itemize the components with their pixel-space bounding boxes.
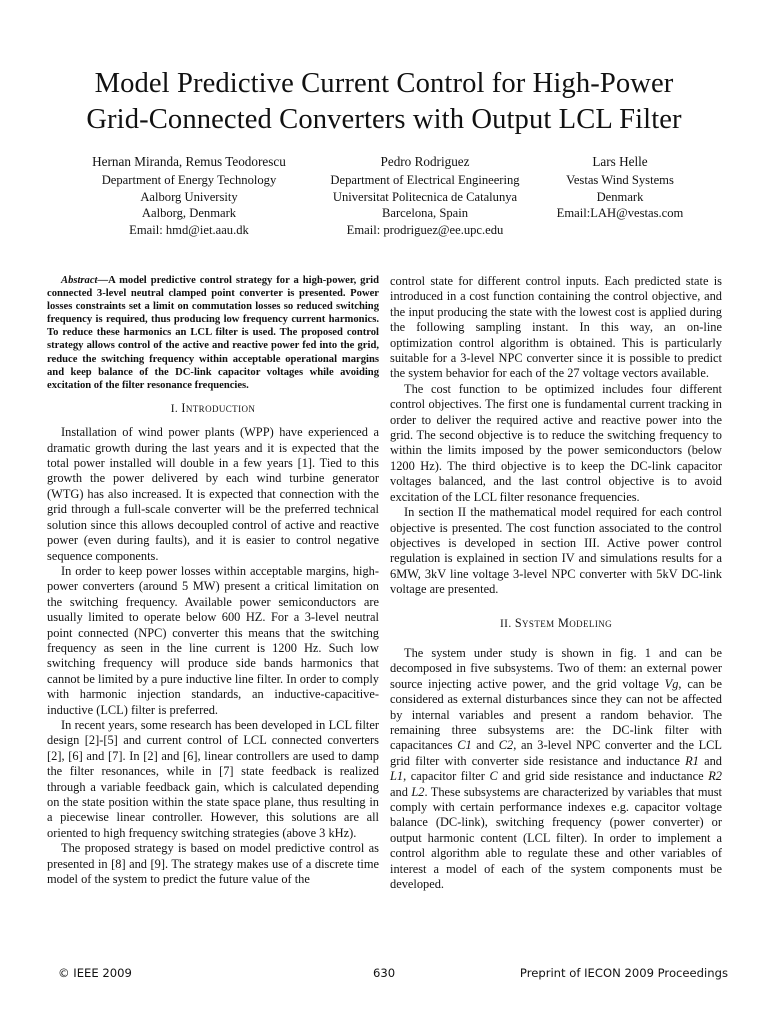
author-email: Email:LAH@vestas.com (556, 206, 684, 221)
author-affiliation: Aalborg University (140, 189, 238, 204)
author-affiliation: Department of Electrical Engineering (330, 173, 520, 188)
abstract-label: Abstract (61, 275, 98, 286)
section-title: System Modeling (514, 615, 613, 630)
author-email: Email: prodriguez@ee.upc.edu (346, 222, 504, 237)
title-line-1: Model Predictive Current Control for High-Power (94, 68, 674, 99)
math-c2: C2 (498, 738, 514, 753)
author-name: Pedro Rodriguez (380, 154, 470, 169)
right-column (390, 274, 722, 892)
venue-notice: Preprint of IECON 2009 Proceedings (519, 966, 728, 980)
section-heading-system-modeling (390, 616, 722, 632)
math-c: C (489, 769, 498, 784)
intro-paragraph-4-continued: control state for different control inputs. Each predicted state is introduced in a cost function containing the control objective, and the input producing the state with the lowest cost is applied during the following sampling instant. In this way, an on-line optimization control algorithm is obtained. This is particularly suitable for a 3-level NPC converter since it is possible to predict the system behavior for each of the 27 voltage vectors available. (390, 274, 722, 381)
author-location: Barcelona, Spain (381, 206, 469, 221)
author-2 (300, 154, 550, 238)
title-line-2: Grid-Connected Converters with Output LCL Filter (86, 104, 682, 135)
intro-paragraph-4: The proposed strategy is based on model predictive control as presented in [8] and [9]. The strategy makes use of a discrete time model of the system to predict the future value of the (47, 841, 379, 887)
author-1 (60, 154, 318, 238)
section-heading-introduction (47, 401, 379, 417)
author-affiliation: Department of Energy Technology (101, 173, 277, 188)
system-paragraph-1: The system under study is shown in fig. 1 and can be decomposed in five subsystems. Two of them: an external power source injecting active power, and the grid voltage Vg, can be considered as external disturbances since they can not be affected by internal variables and present a random behavior. The remaining three subsystems are: the DC-link filter with capacitances C1 and C2, an 3-level NPC converter and the LCL grid filter with converter side resistance and inductance R1 and L1, capacitor filter C and grid side resistance and inductance R2 and L2. These subsystems are characterized by variables that must comply with certain performance indexes e.g. capacitor voltage balance (DC-link), switching frequency (power converter) or output harmonic content (LCL filter). In order to implement a control algorithm able to regulate these and other variables of interest a model of each of the system components must be developed. (390, 645, 722, 892)
abstract-text: —A model predictive control strategy for a high-power, grid connected 3-level neutral clamped point converter is presented. Power losses constraints set a limit on commutation losses so reduced switching frequency is required, thus producing low frequency current harmonics. To reduce these harmonics an LCL filter is used. The proposed control strategy allows control of the active and reactive power fed into the grid, reduce the switching frequency within acceptable operational margins and keep balance of the DC-link capacitor voltages while avoiding excitation of the filter resonance frequencies. (47, 275, 379, 391)
copyright-notice: © IEEE 2009 (58, 966, 132, 980)
author-name: Lars Helle (592, 154, 648, 169)
author-affiliation: Universitat Politecnica de Catalunya (332, 189, 518, 204)
author-name: Hernan Miranda, Remus Teodorescu (92, 154, 286, 169)
math-l1: L1 (390, 769, 404, 784)
math-l2: L2 (411, 784, 425, 799)
abstract (47, 274, 379, 392)
intro-paragraph-6: In section II the mathematical model required for each control objective is presented. The cost function associated to the control objectives is developed in section III. Active power control regulation is explained in section IV and simulations results for a 6MW, 3kV line voltage 3-level NPC converter with 5kV DC-link voltage are presented. (390, 505, 722, 597)
author-affiliation: Vestas Wind Systems (566, 173, 674, 188)
section-title: Introduction (181, 400, 256, 415)
math-vg: Vg (664, 676, 679, 691)
section-number: I. (170, 402, 179, 415)
left-column (47, 274, 379, 887)
math-r2: R2 (708, 769, 722, 784)
math-c1: C1 (457, 738, 472, 753)
intro-paragraph-1: Installation of wind power plants (WPP) have experienced a dramatic growth during the last years and it is expected that the total power installed will double in a few years [1]. Tied to this growth the power delivered by each wind turbine generator (WTG) has also increased. It is expected that connection with the grid through a full-scale converter will be the preferred technical solution since this allows decoupled control of active and reactive power (even during faults), and it is easier to control negative sequence components. (47, 425, 379, 563)
math-r1: R1 (685, 753, 699, 768)
author-location: Aalborg, Denmark (141, 206, 237, 221)
author-3 (530, 154, 710, 222)
author-email: Email: hmd@iet.aau.dk (129, 222, 249, 237)
paper-title (30, 66, 738, 138)
intro-paragraph-5: The cost function to be optimized includes four different control objectives. The first one is fundamental current tracking in order to deliver the required active and reactive power into the grid. The second objective is to reduce the switching frequency to within the limits imposed by the power semiconductors (below 1200 Hz). The third objective is to keep the DC-link capacitor voltages balanced, and the last control objective is to avoid excitation of the LCL filter resonance frequencies. (390, 381, 722, 504)
page-footer (58, 966, 728, 984)
page-number: 630 (373, 966, 396, 980)
section-number: II. (499, 617, 512, 630)
intro-paragraph-2: In order to keep power losses within acceptable margins, high-power converters (around 5 MW) present a critical limitation on the switching frequency. Available power semiconductors are usually limited to operate below 600 HZ. For a 3-level neutral point connected (NPC) converter this means that the switching frequency as seen in the line current is 1200 Hz. Such low switching frequency will produce side bands harmonics that cannot be limited by a pure inductive line filter. In order to comply with harmonic injection standards, an inductive-capacitive-inductive (LCL) filter is preferred. (47, 563, 379, 717)
author-location: Denmark (596, 189, 644, 204)
intro-paragraph-3: In recent years, some research has been developed in LCL filter design [2]-[5] and current control of LCL connected converters [2], [6] and [7]. In [2] and [6], linear controllers are used to damp the filter resonances, while in [7] state feedback is realized through a variable feedback gain, which is calculated depending on the state position within the state space plane, thus resulting in a piecewise linear controller. However, this solutions are all oriented to high frequency switching strategies (above 3 kHz). (47, 717, 379, 840)
